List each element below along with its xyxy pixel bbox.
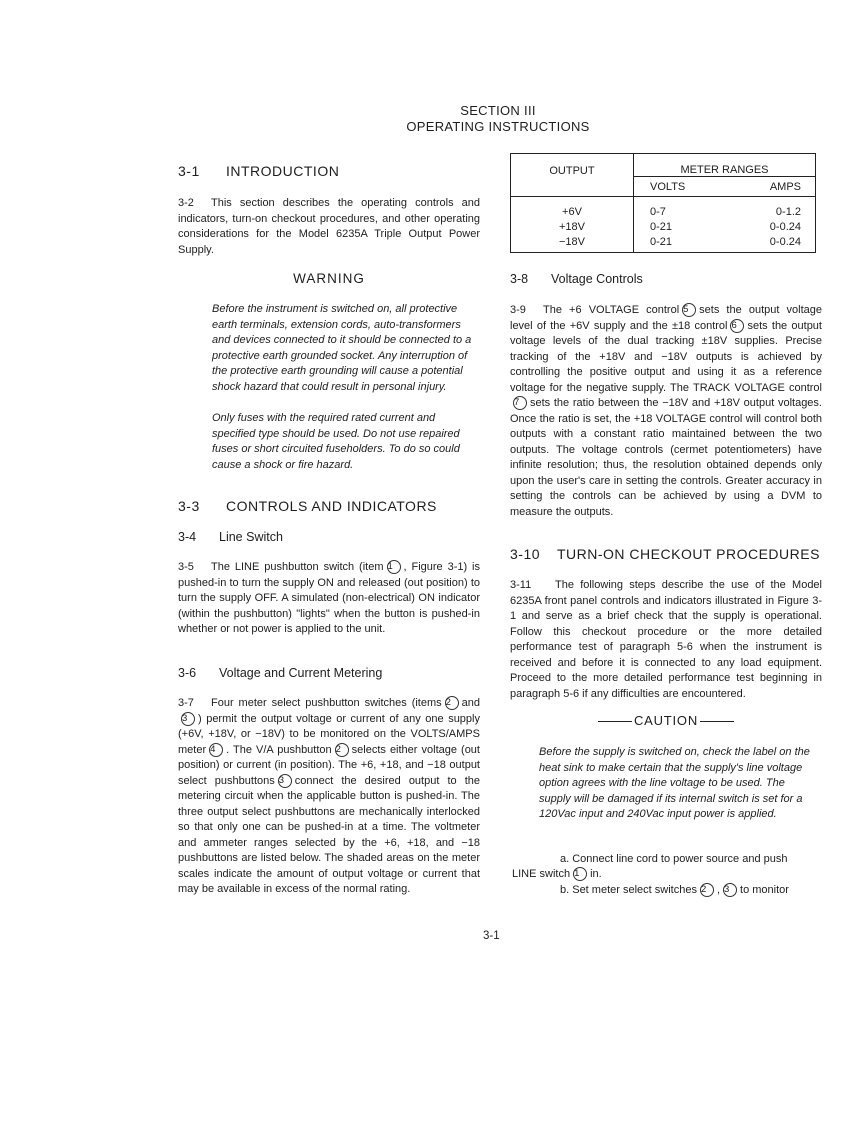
warning-text-1: Before the instrument is switched on, all protective earth terminals, extension cords, auto-transformers and devices connected to it should be connected to a protective earth grounded socket. Any interruption of the protective earth grounding will cause a potential shock hazard that could result in personal injury.	[212, 303, 472, 393]
item-3-callout-icon: 3	[278, 774, 292, 788]
paragraph-text: ) permit the output voltage or current of any one supply (+6V, +18V, or −18V) to be monitored on the VOLTS/AMPS meter	[178, 712, 480, 756]
paragraph-text: , Figure 3-1) is pushed-in to turn the supply ON and released (out position) to turn the supply OFF. A simulated (non-electrical) ON indicator (within the pushbutton) "lights" when the button is pushed-in whether or not power is applied to the unit.	[178, 561, 480, 635]
heading-title: Voltage Controls	[551, 272, 643, 286]
column-header-amps: AMPS	[730, 177, 815, 197]
item-2-callout-icon: 2	[700, 883, 714, 897]
paragraph-text: The following steps describe the use of the Model 6235A front panel controls and indicators illustrated in Figure 3-1 and serve as a brief check that the supply is operational. Follow this checkout procedure or the more detailed performance test of paragraph 5-6 when the instrument is received and before it is connected to any load equipment. Proceed to the more detailed performance test beginning in paragraph 5-6 if any difficulties are encountered.	[510, 579, 822, 700]
step-text: ,	[716, 884, 721, 896]
page-number: 3-1	[483, 930, 500, 942]
paragraph-number: 3-7	[178, 697, 194, 709]
page-title: OPERATING INSTRUCTIONS	[406, 119, 590, 134]
paragraph-number: 3-5	[178, 561, 194, 573]
caution-rule	[700, 721, 734, 722]
warning-text-2: Only fuses with the required rated current and specified type should be used. Do not use repaired fuses or short circuited fuseholders. To do so could cause a shock or fire hazard.	[212, 412, 460, 471]
paragraph-text: and	[461, 697, 480, 709]
heading-3-1	[178, 163, 339, 179]
heading-number: 3-4	[178, 530, 197, 544]
table-cell-volts: 0-21	[650, 235, 673, 248]
caution-label: CAUTION	[633, 713, 699, 728]
item-2-callout-icon: 2	[445, 696, 459, 710]
paragraph-text: The LINE pushbutton switch (item	[211, 561, 384, 573]
item-1-callout-icon: 1	[573, 867, 587, 881]
table-row	[511, 197, 816, 219]
item-3-callout-icon: 3	[181, 712, 195, 726]
paragraph-text: sets the output voltage level of the +6V supply and the ±18 control	[510, 304, 822, 332]
heading-title: Voltage and Current Metering	[219, 666, 383, 680]
section-heading: SECTION III	[460, 103, 536, 118]
table-cell-output: +6V	[511, 197, 634, 219]
item-5-callout-icon: 5	[682, 303, 696, 317]
step-a: a. Connect line cord to power source and push	[560, 853, 788, 865]
heading-number: 3-10	[510, 546, 541, 562]
step-b	[560, 883, 822, 899]
paragraph-text: Four meter select pushbutton switches (items	[211, 697, 442, 709]
paragraph-text: . The V/A pushbutton	[226, 743, 332, 756]
item-2-callout-icon: 2	[335, 743, 349, 757]
paragraph-text: sets the ratio between the −18V and +18V output voltages. Once the ratio is set, the +18 VOLTAGE control will control both outputs with a constant ratio maintained between the two outputs. The voltage controls (cermet potentiometers) have infinite resolution; thus, the resolution obtained depends only upon the user's care in setting the controls. Greater accuracy in setting the controls can be achieved by using a DVM to measure the outputs.	[510, 397, 822, 518]
heading-number: 3-3	[178, 498, 200, 514]
table-cell-amps: 0-0.24	[769, 220, 801, 233]
paragraph-text: This section describes the operating controls and indicators, turn-on checkout procedures, and other operating considerations for the Model 6235A Triple Output Power Supply.	[178, 197, 480, 256]
heading-3-8	[510, 272, 643, 286]
heading-3-10	[510, 546, 820, 562]
caution-rule	[598, 721, 632, 722]
step-text: to monitor	[740, 884, 789, 896]
heading-title: TURN-ON CHECKOUT PROCEDURES	[557, 546, 820, 562]
item-1-callout-icon: 1	[387, 560, 401, 574]
item-4-callout-icon: 4	[209, 743, 223, 757]
paragraph-number: 3-11	[510, 579, 532, 591]
paragraph-3-9	[510, 303, 822, 520]
item-7-callout-icon: 7	[513, 396, 527, 410]
step-text: LINE switch	[512, 868, 571, 880]
heading-number: 3-6	[178, 666, 197, 680]
warning-title: WARNING	[293, 271, 365, 286]
table-row	[511, 219, 816, 235]
paragraph-3-2	[178, 196, 480, 258]
paragraph-3-7	[178, 696, 480, 898]
paragraph-3-11	[510, 578, 822, 702]
paragraph-number: 3-2	[178, 197, 194, 209]
step-a-continued	[512, 867, 812, 883]
step-text: in.	[590, 868, 602, 880]
column-header-output: OUTPUT	[511, 154, 634, 197]
table-cell-amps: 0-0.24	[769, 235, 801, 248]
paragraph-text: The +6 VOLTAGE control	[543, 304, 680, 316]
column-header-volts: VOLTS	[634, 177, 731, 197]
paragraph-text: sets the output voltage levels of the dual tracking ±18V supplies. Precise tracking of the +18V and −18V outputs is achieved by controlling the positive output and using it as a reference voltage for the negative supply. The TRACK VOLTAGE control	[510, 319, 822, 394]
heading-title: INTRODUCTION	[226, 163, 340, 179]
step-text: b. Set meter select switches	[560, 884, 697, 896]
table-cell-amps: 0-1.2	[775, 205, 801, 218]
paragraph-3-5	[178, 560, 480, 638]
heading-3-6	[178, 666, 382, 680]
heading-title: Line Switch	[219, 530, 283, 544]
column-header-meter-ranges: METER RANGES	[634, 154, 816, 177]
meter-ranges-table	[510, 153, 816, 253]
heading-number: 3-8	[510, 272, 529, 286]
table-cell-volts: 0-21	[650, 220, 673, 233]
paragraph-text: connect the desired output to the metering circuit when the applicable button is pushed-in. The three output select pushbuttons are mechanically interlocked so that only one can be pushed-in at a time. The voltmeter and ammeter ranges selected by the +6, +18, and −18 pushbuttons are listed below. The shaded areas on the meter scales indicate the amount of output voltage or current that may be available in excess of the normal rating.	[178, 774, 480, 895]
paragraph-number: 3-9	[510, 304, 526, 316]
table-cell-output: −18V	[511, 235, 634, 253]
table-row	[511, 235, 816, 253]
paragraph-text: selects either voltage (out position) or current (in position). The +6, +18, and −18 output select pushbuttons	[178, 743, 480, 787]
caution-text: Before the supply is switched on, check the label on the heat sink to make certain that the supply's line voltage option agrees with the line voltage to be used. The supply will be damaged if its internal switch is set for a 120Vac input and 240Vac input power is applied.	[539, 746, 810, 820]
caution-title	[510, 713, 822, 728]
item-3-callout-icon: 3	[723, 883, 737, 897]
table-cell-output: +18V	[511, 219, 634, 235]
heading-title: CONTROLS AND INDICATORS	[226, 498, 437, 514]
heading-3-3	[178, 498, 437, 514]
heading-number: 3-1	[178, 163, 200, 179]
item-6-callout-icon: 6	[730, 319, 744, 333]
table-cell-volts: 0-7	[650, 205, 666, 218]
heading-3-4	[178, 530, 283, 544]
